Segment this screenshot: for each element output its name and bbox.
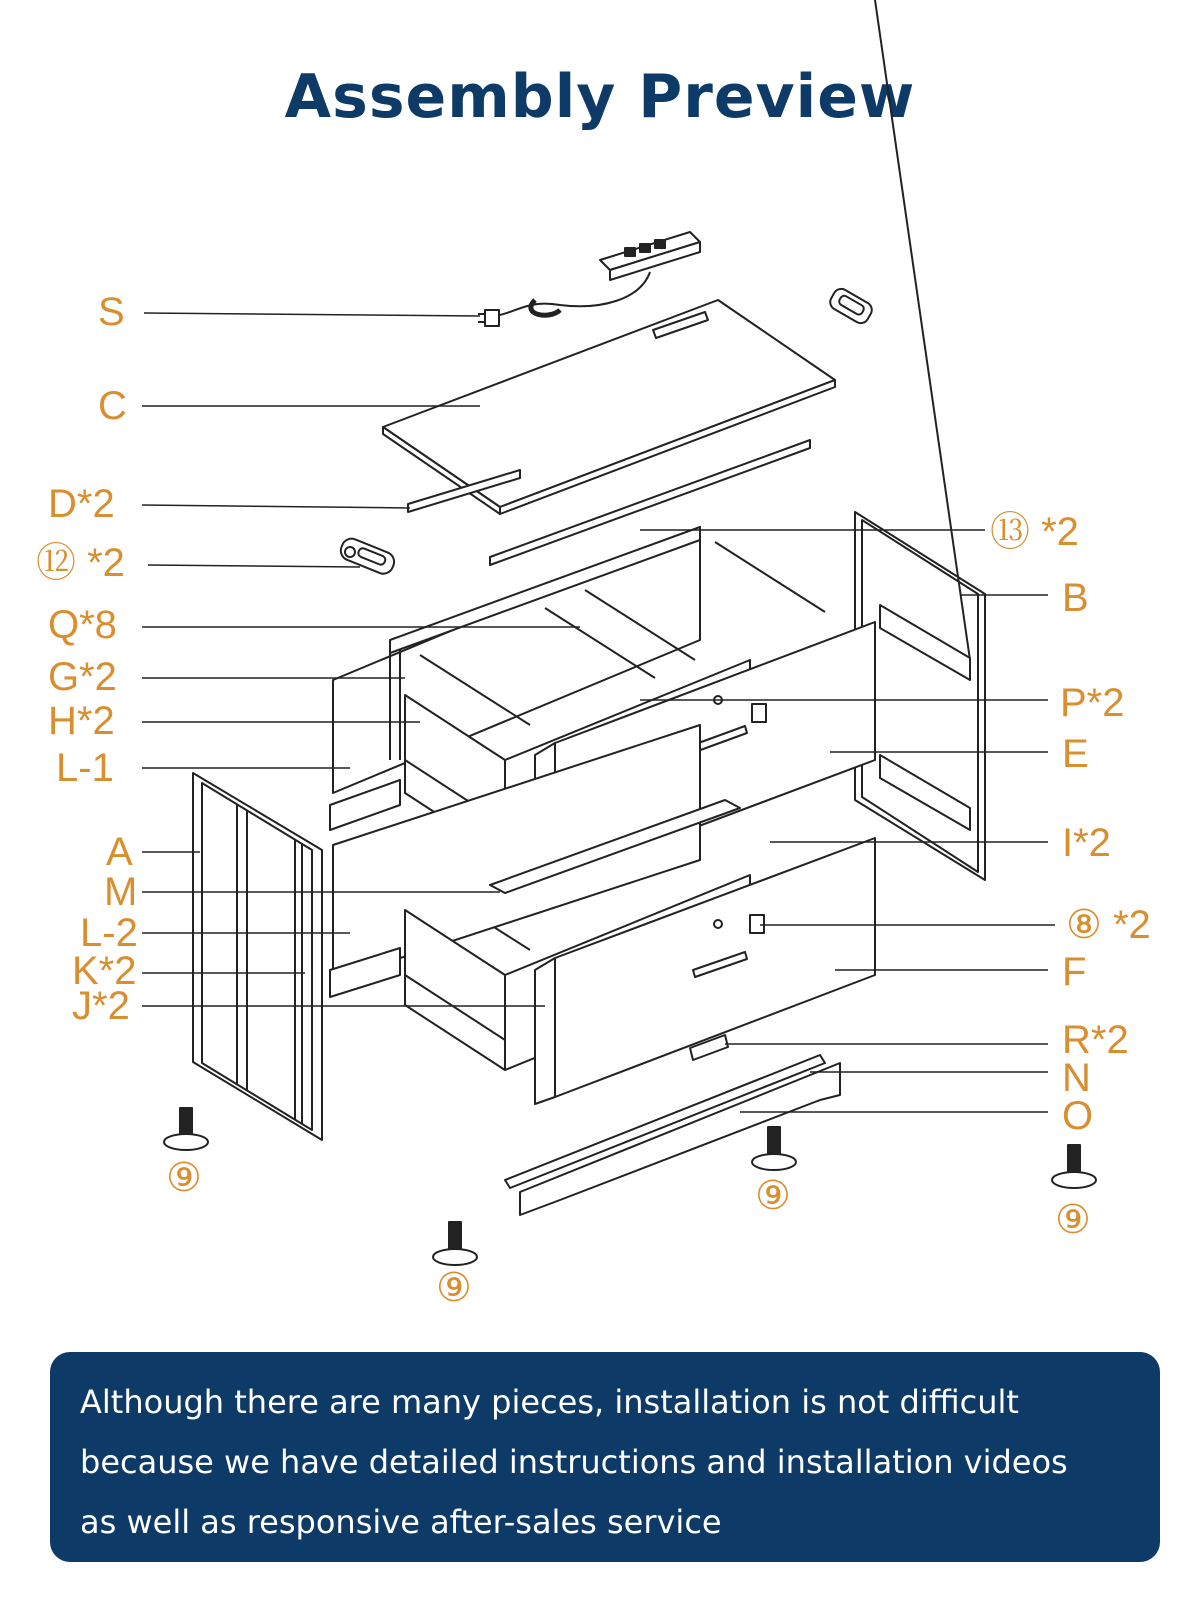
label-foot-9: ⑨ (1055, 1198, 1091, 1242)
label-k: K*2 (72, 949, 137, 993)
label-d: D*2 (48, 482, 115, 526)
label-foot-9: ⑨ (755, 1174, 791, 1218)
label-b: B (1062, 576, 1089, 620)
label-e: E (1062, 732, 1089, 776)
foot-9-icon (1052, 1145, 1096, 1188)
label-foot-9: ⑨ (436, 1266, 472, 1310)
label-p: P*2 (1060, 681, 1125, 725)
label-l1: L-1 (56, 746, 114, 790)
bracket-icon (827, 286, 874, 326)
label-n: N (1062, 1056, 1091, 1100)
power-strip-icon (478, 232, 700, 326)
caption-line-1: Although there are many pieces, installation is not difficult (80, 1383, 1019, 1421)
label-g: G*2 (48, 655, 117, 699)
label-l2: L-2 (80, 911, 138, 955)
label-j: J*2 (72, 984, 130, 1028)
caption-line-2: because we have detailed instructions and installation videos (80, 1443, 1068, 1481)
foot-9-icon (164, 1108, 208, 1150)
caption-line-3: as well as responsive after-sales service (80, 1503, 722, 1541)
label-o: O (1062, 1094, 1094, 1138)
label-m: M (104, 870, 138, 914)
page-title: Assembly Preview (284, 62, 916, 132)
label-part-12: ⑫ *2 (36, 541, 125, 585)
side-frame-a (193, 773, 322, 1140)
label-part-8: ⑧ *2 (1066, 903, 1151, 947)
label-foot-9: ⑨ (166, 1156, 202, 1200)
top-panel-c (383, 300, 835, 514)
label-q: Q*8 (48, 603, 117, 647)
label-f: F (1062, 950, 1087, 994)
label-c: C (98, 384, 127, 428)
label-h: H*2 (48, 699, 115, 743)
label-part-13: ⑬ *2 (990, 510, 1079, 554)
label-i: I*2 (1062, 821, 1111, 865)
bracket-12-icon (338, 536, 397, 577)
label-a: A (106, 830, 133, 874)
foot-9-icon (752, 1127, 796, 1170)
label-r: R*2 (1062, 1018, 1129, 1062)
foot-9-icon (433, 1222, 477, 1265)
label-s: S (98, 290, 125, 334)
caption-box (50, 1352, 1160, 1562)
